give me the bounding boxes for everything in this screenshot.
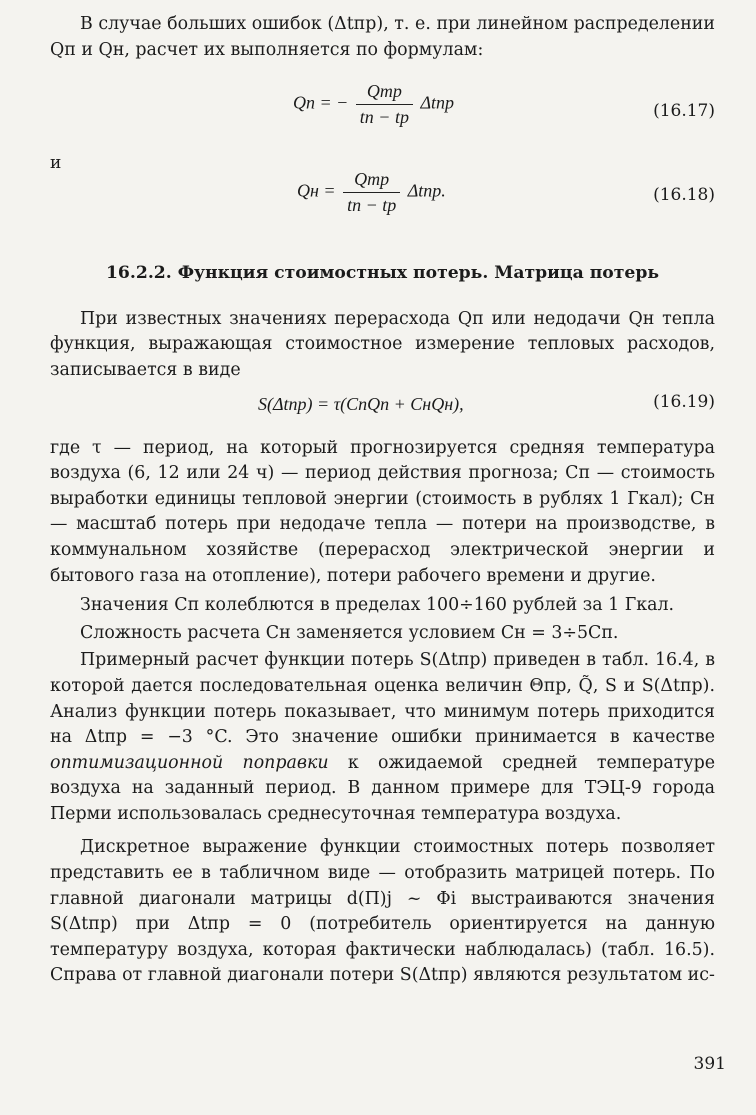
section-heading: 16.2.2. Функция стоимостных потерь. Матрица потерь	[105, 263, 660, 284]
eq3: S(Δtпр) = τ(CпQп + CнQн),	[258, 393, 464, 414]
formula-16-17	[50, 63, 715, 153]
intro-paragraph: В случае больших ошибок (Δtпр), т. е. при линейном распределении Qп и Qн, расчет их выполняется по формулам:	[50, 14, 715, 60]
eq2-tail: Δtпр.	[407, 180, 446, 201]
eq1-lhs: Qп = −	[293, 92, 349, 113]
paragraph-3: Значения Cп колеблются в пределах 100÷160 рублей за 1 Гкал.	[80, 595, 675, 616]
italic-term: оптимизационной поправки	[50, 752, 329, 773]
eq1-numerator: Qтр	[356, 81, 413, 105]
paragraph-2: где τ — период, на который прогнозируется средняя температура воздуха (6, 12 или 24 ч) — период действия прогноза; Cп — стоимость выработки единицы тепловой энергии (стоимость в рублях 1 Гкал); Cн — масштаб потерь при недодаче тепла — потери на производстве, в коммунальном хозяйстве (перерасход электрической энергии и бытового газа на отопление), потери рабочего времени и другие.	[50, 437, 715, 586]
paragraph-4: Сложность расчета Cн заменяется условием Cн = 3÷5Cп.	[80, 622, 619, 643]
paragraph-6: Дискретное выражение функции стоимостных потерь позволяет представить ее в табличном виде — отобразить матрицей потерь. По главной диагонали матрицы d(П)j ~ Φi выстраиваются значения S(Δtпр) при Δtпр = 0 (потребитель ориентируется на данную температуру воздуха, которая фактически наблюдалась) (табл. 16.5). Справа от главной диагонали потери S(Δtпр) являются результатом ис-	[50, 837, 715, 986]
formula-16-19	[50, 384, 715, 436]
eq3-number: (16.19)	[653, 391, 715, 412]
eq1-tail: Δtпр	[420, 92, 455, 113]
formula-16-18	[50, 153, 715, 253]
word-and: и	[50, 153, 62, 174]
eq2-denominator: tп − tр	[347, 195, 397, 216]
eq2-numerator: Qтр	[343, 169, 400, 193]
eq1-number: (16.17)	[653, 101, 715, 122]
eq1-denominator: tп − tр	[359, 107, 409, 128]
paragraph-5: Примерный расчет функции потерь S(Δtпр) приведен в табл. 16.4, в которой дается последовательная оценка величин Θпр, Q̃, S и S(Δtпр). Анализ функции потерь показывает, что минимум потерь приходится на Δtпр = −3 °C. Это значение ошибки принимается в качестве оптимизационной поправки к ожидаемой средней температуре воздуха на заданный период. В данном примере для ТЭЦ-9 города Перми использовалась среднесуточная температура воздуха.	[50, 650, 715, 824]
paragraph-1: При известных значениях перерасхода Qп или недодачи Qн тепла функция, выражающая стоимостное измерение тепловых расходов, записывается в виде	[50, 308, 715, 380]
page-body	[50, 8, 715, 989]
eq2-number: (16.18)	[653, 185, 715, 206]
eq2-lhs: Qн =	[297, 180, 336, 201]
page-number: 391	[693, 1054, 726, 1074]
